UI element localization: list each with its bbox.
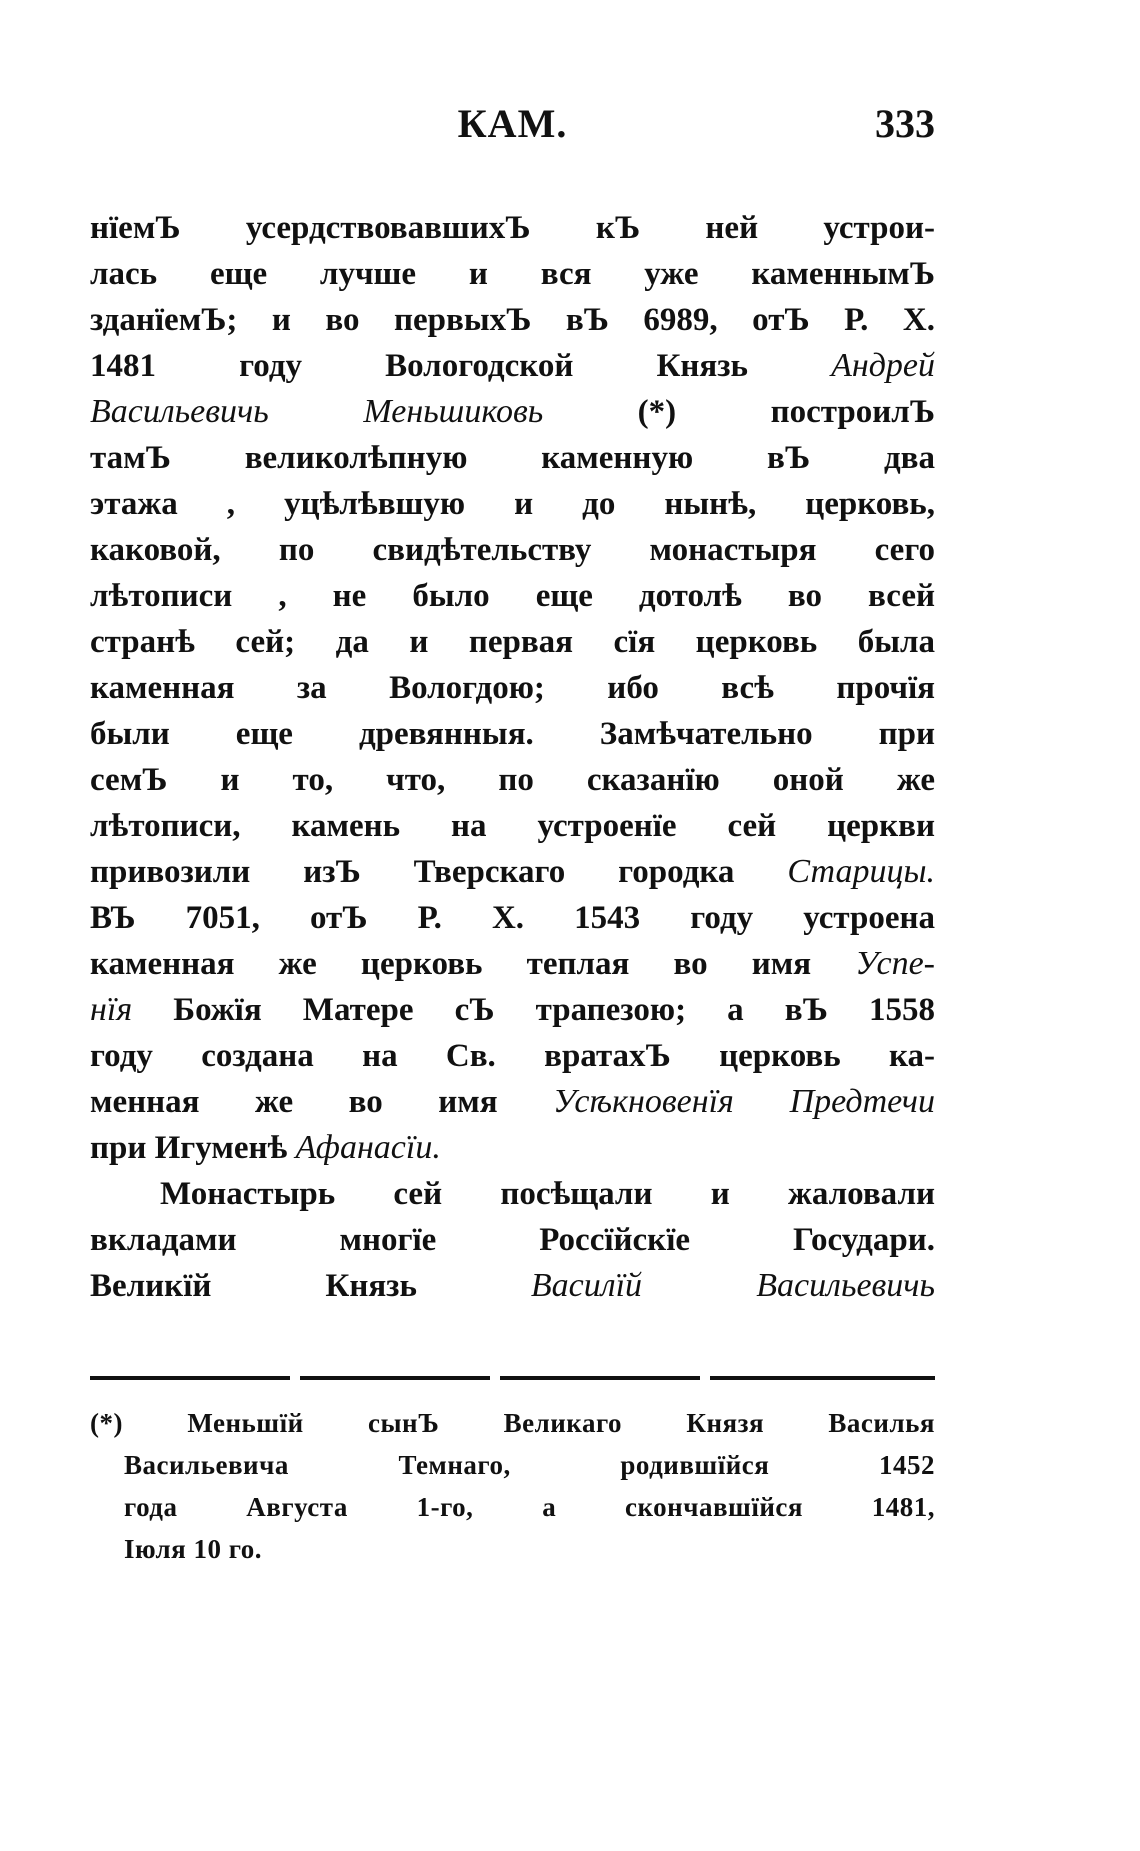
text-line: зданїемЪ; и во первыхЪ вЪ 6989, отЪ Р. Х. [90,302,935,338]
rule-segment [500,1376,700,1380]
text-line: ВЪ 7051, отЪ Р. Х. 1543 году устроена [90,900,935,936]
text-line [90,1263,935,1309]
text-run: Божїя Матере сЪ трапезою; а вЪ 1558 [132,992,935,1028]
italic-name: Васильевичь Меньшиковь [90,393,544,430]
text-line [90,389,935,435]
text-line: лась еще лучше и вся уже каменнымЪ [90,256,935,292]
italic-name: Афанасїи. [295,1129,441,1166]
footnote-line: Васильевича Темнаго, родившїйся 1452 [124,1450,935,1480]
page-number: 333 [875,101,935,146]
rule-segment [90,1376,290,1380]
footnote-line: Iюля 10 го. [124,1534,263,1564]
text-run: менная же во имя [90,1084,554,1120]
text-run: каменная же церковь теплая во имя [90,946,856,982]
text-line [90,1079,935,1125]
running-head [90,100,935,160]
text-line [90,1125,935,1171]
text-line: каковой, по свидѣтельству монастыря сего [90,532,935,568]
italic-name: Василїй Васильевичь [530,1267,935,1304]
text-line: Монастырь сей посѣщали и жаловали [160,1176,935,1212]
rule-segment [710,1376,935,1380]
text-line [90,849,935,895]
text-line [90,941,935,987]
italic-name: Старицы. [787,853,935,890]
text-line: вкладами многїе Россїйскїе Государи. [90,1222,935,1258]
text-run: при Игуменѣ [90,1130,296,1166]
text-line: странѣ сей; да и первая сїя церковь была [90,624,935,660]
footnote-rule [90,1376,935,1380]
text-run: (*) построилЪ [543,394,935,430]
text-line: были еще древянныя. Замѣчательно при [90,716,935,752]
text-line: лѣтописи , не было еще дотолѣ во всей [90,578,935,614]
footnote-line: (*) Меньшїй сынЪ Великаго Князя Василья [90,1408,935,1438]
text-line: лѣтописи, камень на устроенїе сей церкви [90,808,935,844]
text-line: нїемЪ усердствовавшихЪ кЪ ней устрои- [90,210,935,246]
page-title: КАМ. [457,101,568,146]
rule-segment [300,1376,490,1380]
text-line [90,343,935,389]
text-line [90,987,935,1033]
text-line: каменная за Вологдою; ибо всѣ прочїя [90,670,935,706]
italic-name: Успе- [855,945,935,982]
italic-name: Усѣкновенїя Предтечи [553,1083,935,1120]
text-line: этажа , уцѣлѣвшую и до нынѣ, церковь, [90,486,935,522]
footnote-line: года Августа 1-го, а скончавшїйся 1481, [124,1492,935,1522]
text-run: привозили изЪ Тверскаго городка [90,854,788,890]
text-line: году создана на Св. вратахЪ церковь ка- [90,1038,935,1074]
body-text [90,205,935,1309]
italic-name: Андрей [831,347,935,384]
footnote [90,1402,935,1570]
text-line: тамЪ великолѣпную каменную вЪ два [90,440,935,476]
text-run: Великїй Князь [90,1268,531,1304]
italic-name: нїя [90,991,133,1028]
text-line: семЪ и то, что, по сказанїю оной же [90,762,935,798]
text-run: 1481 году Вологодской Князь [90,348,832,384]
